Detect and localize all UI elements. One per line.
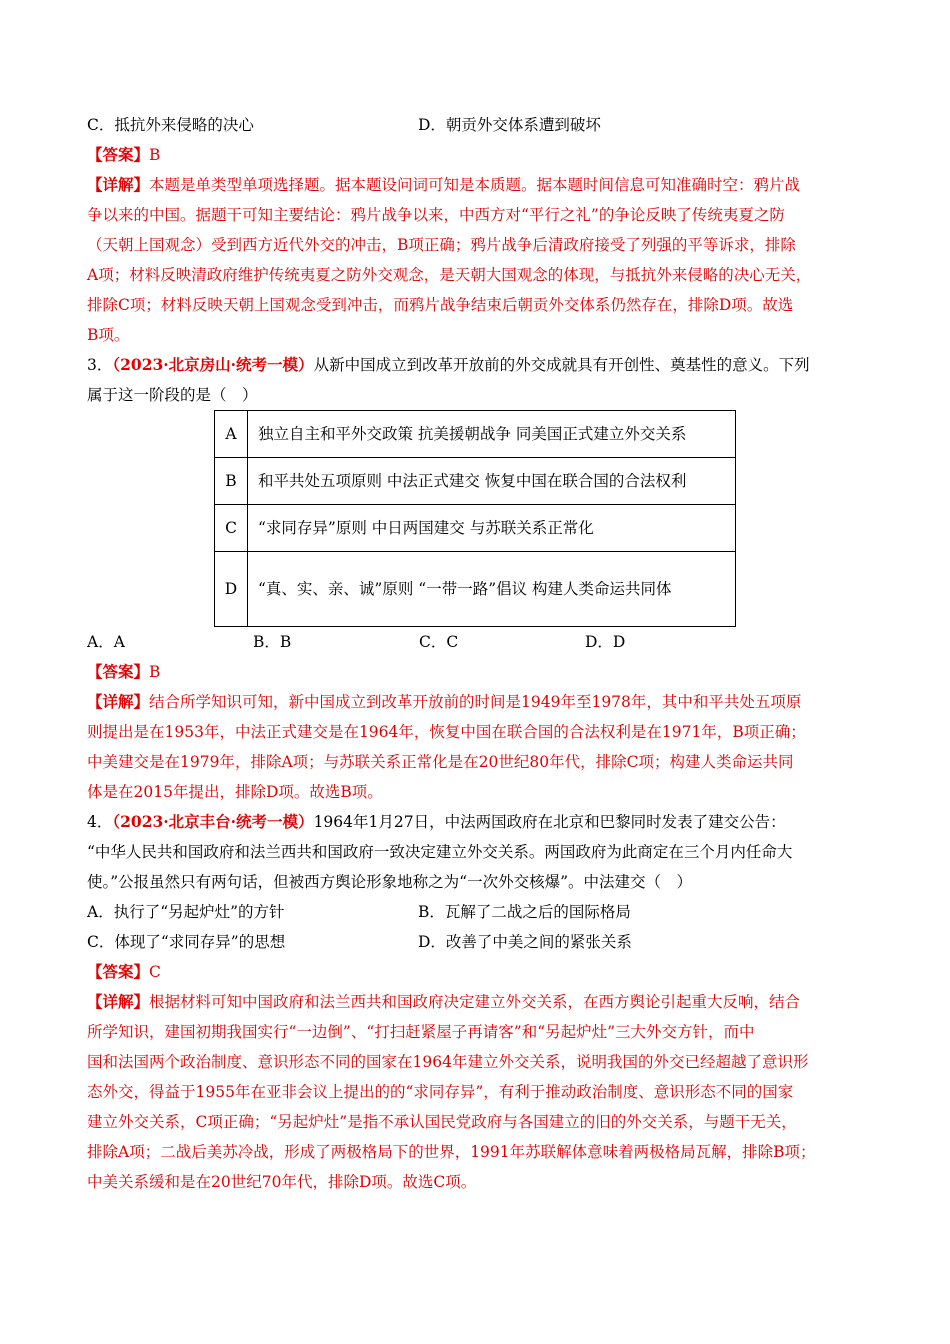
q4-stem-line2: “中华人民共和国政府和法兰西共和国政府一致决定建立外交关系。两国政府为此商定在三个月内任命大: [87, 843, 793, 861]
table-row: [215, 505, 736, 552]
q4-detail-line: 排除A项；二战后美苏冷战，形成了两极格局下的世界，1991年苏联解体意味着两极格局瓦解，排除B项；: [87, 1143, 816, 1161]
q2-detail-line: 排除C项；材料反映天朝上国观念受到冲击，而鸦片战争结束后朝贡外交体系仍然存在，排除D项。故选: [87, 296, 794, 314]
q4-options-row: [87, 897, 869, 927]
table-row-text: 和平共处五项原则 中法正式建交 恢复中国在联合国的合法权利: [248, 458, 736, 505]
q3-detail-text: 结合所学知识可知，新中国成立到改革开放前的时间是1949年至1978年，其中和平共处五项原: [149, 693, 802, 711]
q3-answer: [87, 657, 869, 687]
q3-option-c: C．C: [419, 633, 459, 651]
detail-tag: 【详解】: [87, 692, 150, 711]
q4-detail-line: 中美关系缓和是在20世纪70年代，排除D项。故选C项。: [87, 1173, 477, 1191]
q4-detail-line: 建立外交关系，C项正确；“另起炉灶”是指不承认国民党政府与各国建立的旧的外交关系，与题干无关，: [87, 1113, 797, 1131]
q3-detail-line: 中美建交是在1979年，排除A项；与苏联关系正常化是在20世纪80年代，排除C项；构建人类命运共同: [87, 753, 794, 771]
q4-stem: [87, 807, 869, 837]
q2-detail-line: A项；材料反映清政府维护传统夷夏之防外交观念，是天朝大国观念的体现，与抵抗外来侵略的决心无关，: [87, 266, 812, 284]
q4-number: 4．: [87, 813, 113, 831]
q4-options-row: [87, 927, 869, 957]
q2-detail-line: [87, 170, 869, 200]
q4-detail-line: [87, 987, 869, 1017]
q2-answer: [87, 140, 869, 170]
answer-value: B: [149, 146, 161, 164]
q4-source: （2023·北京丰台·统考一模）: [112, 812, 314, 831]
q4-detail-text: 根据材料可知中国政府和法兰西共和国政府决定建立外交关系，在西方舆论引起重大反响，结合: [149, 993, 801, 1011]
q3-option-a: A．A: [87, 633, 125, 651]
answer-value: C: [149, 963, 161, 981]
q4-stem-line3: 使。”公报虽然只有两句话，但被西方舆论形象地称之为“一次外交核爆”。中法建交（ ）: [87, 873, 693, 891]
table-row-label: B: [215, 458, 248, 505]
q4-detail-line: 态外交，得益于1955年在亚非会议上提出的的“求同存异”，有利于推动政治制度、意识形态不同的国家: [87, 1083, 794, 1101]
table-row: [215, 552, 736, 627]
q3-options-row: [87, 627, 869, 657]
document-page: [87, 110, 869, 1197]
q4-stem-text: 1964年1月27日，中法两国政府在北京和巴黎同时发表了建交公告：: [313, 813, 786, 831]
q3-detail-line: 则提出是在1953年，中法正式建交是在1964年，恢复中国在联合国的合法权利是在1971年，B项正确；: [87, 723, 806, 741]
table-row-label: A: [215, 411, 248, 458]
q2-option-c: C．抵抗外来侵略的决心: [87, 116, 254, 134]
detail-tag: 【详解】: [87, 992, 150, 1011]
q2-option-d: D．朝贡外交体系遭到破坏: [418, 116, 601, 134]
q4-option-d: D．改善了中美之间的紧张关系: [418, 933, 632, 951]
q3-options-table: [214, 410, 736, 627]
q3-stem: [87, 350, 869, 380]
answer-tag: 【答案】: [87, 662, 150, 681]
q2-detail-line: （天朝上国观念）受到西方近代外交的冲击，B项正确；鸦片战争后清政府接受了列强的平等诉求，排除: [87, 236, 796, 254]
q3-source: （2023·北京房山·统考一模）: [112, 355, 314, 374]
q4-detail-line: 国和法国两个政治制度、意识形态不同的国家在1964年建立外交关系，说明我国的外交已经超越了意识形: [87, 1053, 809, 1071]
q3-stem-text: 从新中国成立到改革开放前的外交成就具有开创性、奠基性的意义。下列: [313, 356, 810, 374]
table-row: [215, 411, 736, 458]
q3-detail-line: [87, 687, 869, 717]
q4-option-c: C．体现了“求同存异”的思想: [87, 933, 286, 951]
q4-option-b: B．瓦解了二战之后的国际格局: [418, 903, 631, 921]
q2-detail-text: 本题是单类型单项选择题。据本题设问词可知是本质题。据本题时间信息可知准确时空：鸦片战: [149, 176, 801, 194]
q2-detail-line: 争以来的中国。据题干可知主要结论：鸦片战争以来，中西方对“平行之礼”的争论反映了传统夷夏之防: [87, 206, 785, 224]
q4-answer: [87, 957, 869, 987]
q3-detail-line: 体是在2015年提出，排除D项。故选B项。: [87, 783, 383, 801]
table-row: [215, 458, 736, 505]
q3-option-b: B．B: [253, 633, 292, 651]
q4-detail-line: 所学知识，建国初期我国实行“一边倒”、“打扫赶紧屋子再请客”和“另起炉灶”三大外交方针，而中: [87, 1023, 755, 1041]
q3-stem-line2: 属于这一阶段的是（ ）: [87, 386, 258, 404]
table-row-label: D: [215, 552, 248, 627]
q3-number: 3．: [87, 356, 113, 374]
detail-tag: 【详解】: [87, 175, 150, 194]
table-row-text: “真、实、亲、诚”原则 “一带一路”倡议 构建人类命运共同体: [248, 552, 736, 627]
answer-tag: 【答案】: [87, 145, 150, 164]
q2-options-row: [87, 110, 869, 140]
answer-value: B: [149, 663, 161, 681]
table-row-text: 独立自主和平外交政策 抗美援朝战争 同美国正式建立外交关系: [248, 411, 736, 458]
table-row-label: C: [215, 505, 248, 552]
answer-tag: 【答案】: [87, 962, 150, 981]
q4-option-a: A．执行了“另起炉灶”的方针: [87, 903, 285, 921]
q3-option-d: D．D: [585, 633, 626, 651]
q2-detail-line: B项。: [87, 326, 130, 344]
table-row-text: “求同存异”原则 中日两国建交 与苏联关系正常化: [248, 505, 736, 552]
